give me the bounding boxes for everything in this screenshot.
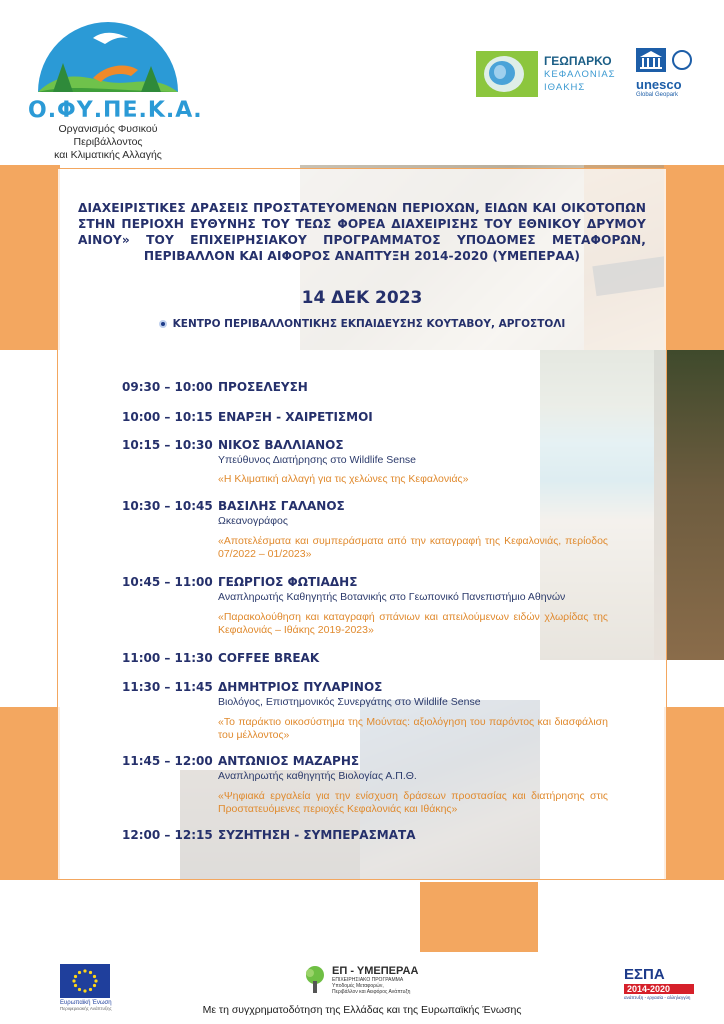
speaker-name: ΝΙΚΟΣ ΒΑΛΛΙΑΝΟΣ (218, 438, 344, 452)
schedule-time: 11:30 – 11:45 (122, 680, 213, 694)
geopark-emblem-icon (476, 51, 538, 97)
schedule-time: 12:00 – 12:15 (122, 828, 213, 842)
schedule-time: 10:30 – 10:45 (122, 499, 213, 513)
ofypeka-fullname (28, 123, 188, 162)
schedule-time: 10:15 – 10:30 (122, 438, 213, 452)
geopark-title: ΓΕΩΠΑΡΚΟ (544, 53, 612, 68)
speaker-name: ΒΑΣΙΛΗΣ ΓΑΛΑΝΟΣ (218, 499, 345, 513)
schedule-time: 11:45 – 12:00 (122, 754, 213, 768)
speaker-role: Αναπληρωτής Καθηγητής Βοτανικής στο Γεωπονικό Πανεπιστήμιο Αθηνών (218, 591, 566, 603)
talk-title: «Η Κλιματική αλλαγή για τις χελώνες της Κεφαλονιάς» (218, 473, 469, 485)
orange-block (664, 707, 724, 880)
ep-line1: ΕΠΙΧΕΙΡΗΣΙΑΚΟ ΠΡΟΓΡΑΜΜΑ (332, 977, 404, 983)
speaker-role: Υπεύθυνος Διατήρησης στο Wildlife Sense (218, 454, 417, 466)
geopark-line2: ΚΕΦΑΛΟΝΙΑΣ (544, 68, 616, 80)
schedule-heading: COFFEE BREAK (218, 651, 320, 665)
speaker-role: Ωκεανογράφος (218, 515, 288, 527)
eu-label: Ευρωπαϊκή Ένωση (60, 1000, 112, 1006)
cofunding-note: Με τη συγχρηματοδότηση της Ελλάδας και της Ευρωπαϊκής Ένωσης (202, 1004, 522, 1016)
ep-tree-icon (302, 965, 328, 995)
ep-line3: Περιβάλλον και Αειφόρος Ανάπτυξη (332, 989, 411, 995)
eu-sub: Περιφερειακής Ανάπτυξης (60, 1006, 112, 1011)
talk-title: «Ψηφιακά εργαλεία για την ενίσχυση δράσεων προστασίας και διατήρησης στις Προστατευόμενες περιοχές Κεφαλονιάς και Ιθάκης» (218, 790, 608, 815)
unesco-sub: Global Geopark (636, 92, 679, 98)
espa-sub: ανάπτυξη - εργασία - αλληλεγγύη (624, 995, 691, 1000)
eu-flag-icon (60, 964, 110, 998)
speaker-name: ΓΕΩΡΓΙΟΣ ΦΩΤΙΑΔΗΣ (218, 575, 358, 589)
schedule-heading: ΠΡΟΣΕΛΕΥΣΗ (218, 380, 308, 394)
schedule-time: 11:00 – 11:30 (122, 651, 213, 665)
geopark-logo (476, 50, 616, 98)
ep-ymeperaa-logo (302, 965, 442, 995)
schedule-heading: ΕΝΑΡΞΗ - ΧΑΙΡΕΤΙΣΜΟΙ (218, 410, 373, 424)
talk-title: «Το παράκτιο οικοσύστημα της Μούντας: αξιολόγηση του παρόντος και διασφάλιση του μέλλοντος» (218, 716, 608, 741)
event-venue (0, 318, 724, 330)
speaker-name: ΔΗΜΗΤΡΙΟΣ ΠΥΛΑΡΙΝΟΣ (218, 680, 383, 694)
espa-logo (624, 966, 694, 1000)
unesco-label: unesco (636, 77, 682, 92)
event-venue-text: ΚΕΝΤΡΟ ΠΕΡΙΒΑΛΛΟΝΤΙΚΗΣ ΕΚΠΑΙΔΕΥΣΗΣ ΚΟΥΤΑΒΟΥ, ΑΡΓΟΣΤΟΛΙ (172, 318, 566, 330)
orange-block (420, 882, 538, 952)
event-date: 14 ΔΕΚ 2023 (301, 288, 423, 308)
orange-block (0, 707, 60, 880)
ep-title: ΕΠ - ΥΜΕΠΕΡΑΑ (332, 965, 419, 977)
unesco-logo (636, 48, 698, 98)
ofypeka-logo (28, 18, 203, 162)
ofypeka-acronym: Ο.ΦΥ.ΠΕ.Κ.Α. (28, 98, 203, 123)
schedule-time: 10:00 – 10:15 (122, 410, 213, 424)
schedule-heading: ΣΥΖΗΤΗΣΗ - ΣΥΜΠΕΡΑΣΜΑΤΑ (218, 828, 416, 842)
speaker-role: Βιολόγος, Επιστημονικός Συνεργάτης στο Wildlife Sense (218, 696, 481, 708)
ep-line2: Υποδομές Μεταφορών, (332, 983, 384, 989)
espa-years: 2014-2020 (624, 984, 694, 994)
geopark-line3: ΙΘΑΚΗΣ (544, 81, 586, 93)
location-pin-icon (159, 320, 167, 328)
speaker-name: ΑΝΤΩΝΙΟΣ ΜΑΖΑΡΗΣ (218, 754, 360, 768)
event-title: ΔΙΑΧΕΙΡΙΣΤΙΚΕΣ ΔΡΑΣΕΙΣ ΠΡΟΣΤΑΤΕΥΟΜΕΝΩΝ ΠΕΡΙΟΧΩΝ, ΕΙΔΩΝ ΚΑΙ ΟΙΚΟΤΟΠΩΝ ΣΤΗΝ ΠΕΡΙΟΧΗ ΕΥΘΥΝΗΣ ΤΟΥ ΤΕΩΣ ΦΟΡΕΑ ΔΙΑΧΕΙΡΙΣΗΣ ΤΟΥ ΕΘΝΙΚΟΥ ΔΡΥΜΟΥ ΑΙΝΟΥ» ΤΟΥ ΕΠΙΧΕΙΡΗΣΙΑΚΟΥ ΠΡΟΓΡΑΜΜΑΤΟΣ ΥΠΟΔΟΜΕΣ ΜΕΤΑΦΟΡΩΝ, ΠΕΡΙΒΑΛΛΟΝ ΚΑΙ ΑΙΦΟΡΟΣ ΑΝΑΠΤΥΞΗ 2014-2020 (ΥΜΕΠΕΡΑΑ) (78, 201, 646, 263)
ofypeka-fullname-line1: Οργανισμός Φυσικού Περιβάλλοντος (58, 123, 158, 148)
schedule-time: 09:30 – 10:00 (122, 380, 213, 394)
ofypeka-fullname-line2: και Κλιματικής Αλλαγής (54, 149, 162, 161)
speaker-role: Αναπληρωτής καθηγητής Βιολογίας Α.Π.Θ. (218, 770, 417, 782)
espa-title: ΕΣΠΑ (624, 966, 665, 983)
ofypeka-emblem-icon (33, 18, 183, 96)
schedule-time: 10:45 – 11:00 (122, 575, 213, 589)
unesco-temple-icon (636, 48, 696, 72)
talk-title: «Παρακολούθηση και καταγραφή σπάνιων και απειλούμενων ειδών χλωρίδας της Κεφαλονιάς – Ιθάκης 2019-2023» (218, 611, 608, 636)
talk-title: «Αποτελέσματα και συμπεράσματα από την καταγραφή της Κεφαλονιάς, περίοδος 07/2022 – 01/2023» (218, 535, 608, 560)
